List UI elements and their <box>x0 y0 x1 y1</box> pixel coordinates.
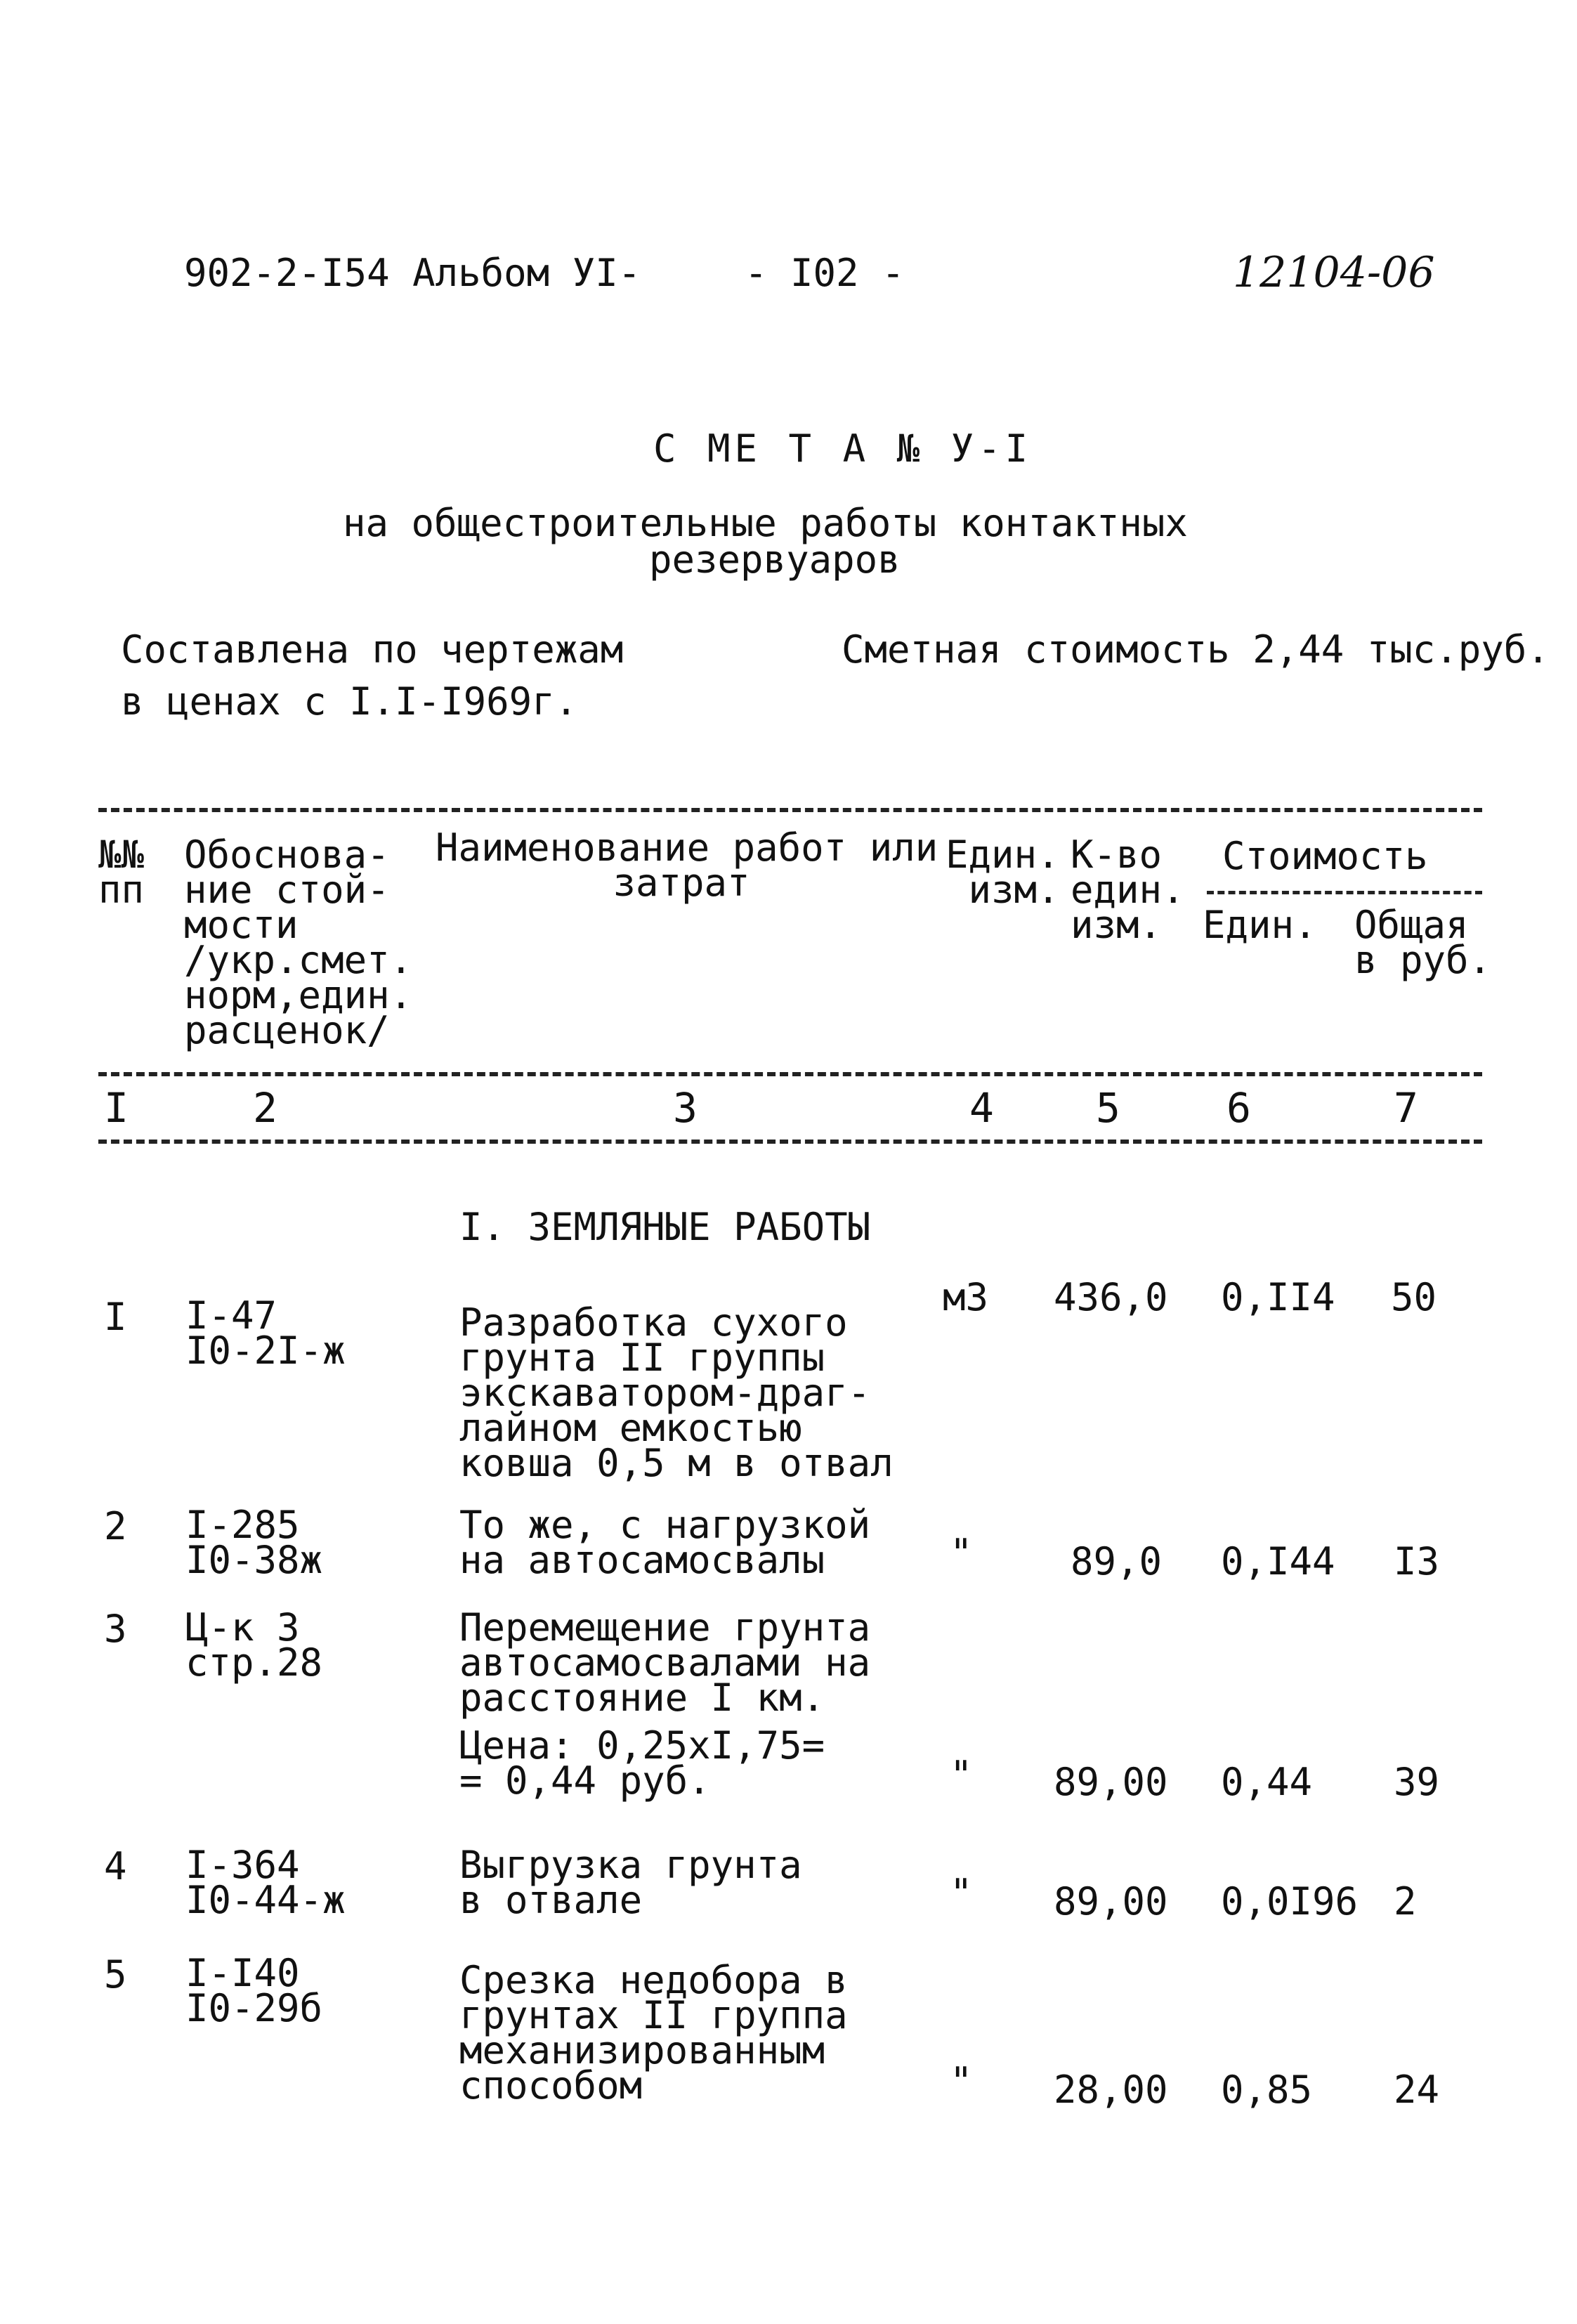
compiled-by-drawings: Составлена по чертежам <box>121 627 624 672</box>
column-number-2: 2 <box>253 1084 277 1132</box>
row-total: 24 <box>1394 2068 1440 2112</box>
estimated-cost: Сметная стоимость 2,44 тыс.руб. <box>842 627 1550 672</box>
row-total: 50 <box>1391 1275 1437 1319</box>
column-number-1: I <box>104 1084 129 1132</box>
row-work-name: Выгрузка грунта в отвале <box>459 1843 802 1922</box>
row-basis: Ц-к 3 стр.28 <box>185 1605 323 1685</box>
row-unit: м3 <box>943 1275 989 1319</box>
row-number: 3 <box>104 1607 127 1651</box>
estimate-subtitle-line2: резервуаров <box>649 537 901 582</box>
row-total: 39 <box>1394 1760 1440 1804</box>
row-unit-cost: 0,85 <box>1221 2068 1313 2112</box>
header-col-total: Общая в руб. <box>1354 903 1492 982</box>
cost-group-rule <box>1207 891 1482 894</box>
row-unit: " <box>950 1871 973 1915</box>
row-number: 4 <box>104 1844 127 1888</box>
section-title: I. ЗЕМЛЯНЫЕ РАБОТЫ <box>459 1205 871 1249</box>
header-bottom-rule <box>98 1072 1482 1076</box>
column-number-3: 3 <box>673 1084 698 1132</box>
page-number: - I02 - <box>745 251 905 295</box>
row-quantity: 89,00 <box>1054 1879 1168 1924</box>
column-number-6: 6 <box>1226 1084 1251 1132</box>
row-basis: I-I40 I0-29б <box>185 1951 323 2030</box>
table-top-rule <box>98 808 1482 812</box>
row-unit-cost: 0,44 <box>1221 1760 1313 1804</box>
row-quantity: 436,0 <box>1054 1275 1168 1319</box>
header-col-number: №№ пп <box>98 833 145 912</box>
header-col-unit: Един. изм. <box>945 833 1060 912</box>
row-unit-cost: 0,I44 <box>1221 1539 1335 1584</box>
header-col-unit-cost: Един. <box>1203 903 1317 947</box>
column-number-4: 4 <box>969 1084 994 1132</box>
row-unit: " <box>950 2059 973 2103</box>
row-unit: " <box>950 1753 973 1797</box>
estimate-subtitle-line1: на общестроительные работы контактных <box>343 501 1188 545</box>
row-unit-cost: 0,0I96 <box>1221 1879 1359 1924</box>
header-col-name: Наименование работ или затрат <box>436 825 938 905</box>
row-basis: I-47 I0-2I-ж <box>185 1293 346 1373</box>
row-work-name: То же, с нагрузкой на автосамосвалы <box>459 1503 871 1582</box>
column-number-7: 7 <box>1394 1084 1418 1132</box>
row-unit: " <box>950 1531 973 1575</box>
row-quantity: 89,0 <box>1071 1539 1163 1584</box>
row-number: I <box>104 1295 127 1339</box>
row-work-name: Перемещение грунта автосамосвалами на расстояние I км. <box>459 1605 871 1720</box>
row-basis: I-285 I0-38ж <box>185 1503 323 1582</box>
row-work-name: Срезка недобора в грунтах II группа механизированным способом <box>459 1958 848 2108</box>
row-number: 2 <box>104 1504 127 1548</box>
row-number: 5 <box>104 1952 127 1997</box>
row-quantity: 89,00 <box>1054 1760 1168 1804</box>
column-number-5: 5 <box>1096 1084 1120 1132</box>
handwritten-code: 12104-06 <box>1233 248 1435 297</box>
price-basis: в ценах с I.I-I969г. <box>121 679 578 724</box>
row-total: I3 <box>1394 1539 1440 1584</box>
row-work-name: Разработка сухого грунта II группы экскаватором-драг- лайном емкостью ковша 0,5 м в отвал <box>459 1300 894 1485</box>
row-price-note: Цена: 0,25хI,75= = 0,44 руб. <box>459 1723 825 1803</box>
row-unit-cost: 0,II4 <box>1221 1275 1335 1319</box>
album-reference: 902-2-I54 Альбом УI- <box>184 251 641 295</box>
row-total: 2 <box>1394 1879 1417 1924</box>
estimate-title: С МЕ Т А № У-I <box>653 426 1033 471</box>
row-quantity: 28,00 <box>1054 2068 1168 2112</box>
column-numbers-rule <box>98 1140 1482 1144</box>
header-cost-group: Стоимость <box>1222 834 1428 878</box>
header-col-quantity: К-во един. изм. <box>1071 833 1185 947</box>
header-col-basis: Обоснова- ние стой- мости /укр.смет. норм,един. расценок/ <box>184 833 413 1052</box>
row-basis: I-364 I0-44-ж <box>185 1843 346 1922</box>
